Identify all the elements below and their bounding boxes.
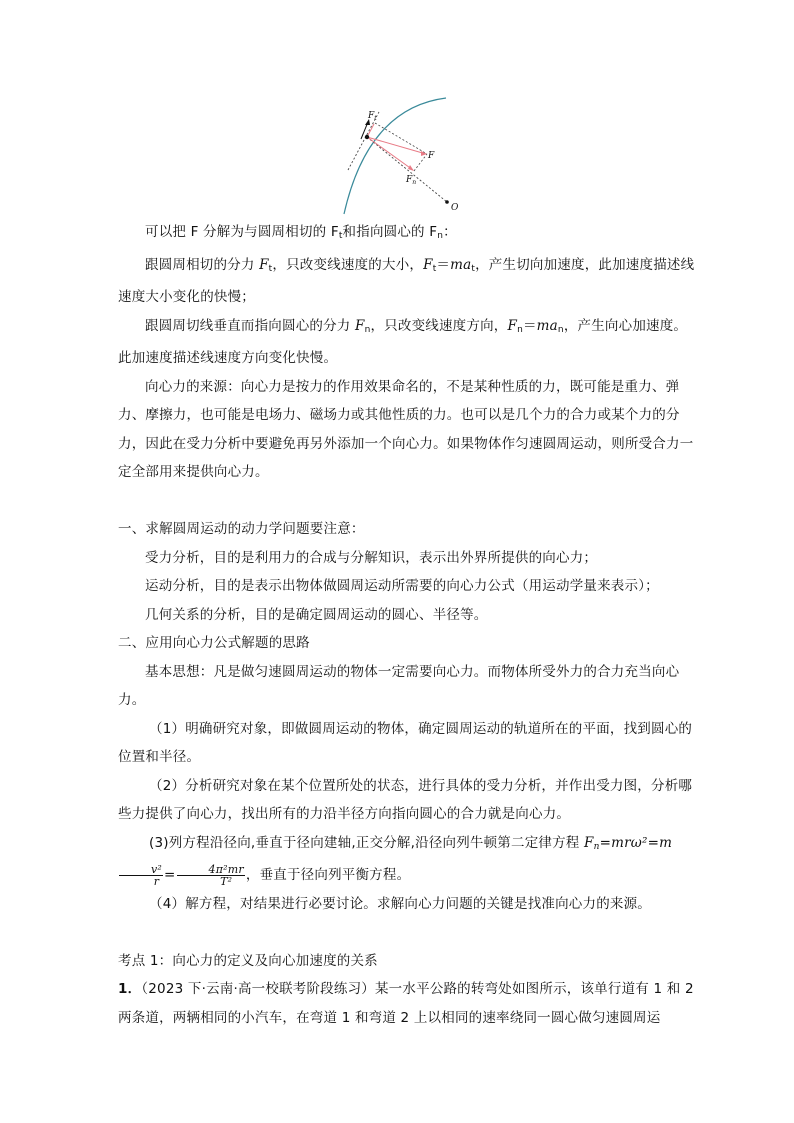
section2-basic: 基本思想：凡是做匀速圆周运动的物体一定需要向心力。而物体所受外力的合力充当向心力。 — [118, 663, 680, 708]
body-point — [365, 135, 369, 139]
fn-dashed-side — [414, 154, 427, 171]
label-f: F — [428, 151, 435, 161]
section2-step2: （2）分析研究对象在某个位置所处的状态，进行具体的受力分析，并作出受力图，分析哪些力提供了向心力，找出所有的力沿半径方向指向圆心的合力就是向心力。 — [118, 777, 693, 822]
label-fn: $F_n$ — [406, 175, 417, 186]
section1-title: 一、求解圆周运动的动力学问题要注意： — [118, 521, 365, 537]
section1-item-1: 受力分析，目的是利用力的合成与分解知识，表示出外界所提供的向心力； — [145, 549, 598, 566]
text-block-intro — [118, 218, 698, 1032]
fraction-4pi2mr-t2: $\frac{\text{4π²mr}}{\text{T²}}$ — [177, 864, 245, 887]
para-tangential: 跟圆周相切的分力 $F_t$，只改变线速度的大小，$F_t=ma_t$，产生切向加速度，此加速度描述线速度大小变化的快慢； — [118, 256, 695, 305]
para-source: 向心力的来源：向心力是按力的作用效果命名的，不是某种性质的力，既可能是重力、弹力、摩擦力，也可能是电场力、磁场力或其他性质的力。也可以是几个力的合力或某个力的分力，因此在受力分析中要避免再另外添加一个向心力。如果物体作匀速圆周运动，则所受合力一定全部用来提供向心力。 — [118, 378, 694, 480]
para-decompose: 可以把 F 分解为与圆周相切的 $F_t$和指向圆心的 $F_n$： — [145, 224, 457, 241]
section2-step1: （1）明确研究对象，即做圆周运动的物体，确定圆周运动的轨道所在的平面，找到圆心的位置和半径。 — [118, 720, 693, 765]
label-o: O — [451, 203, 459, 213]
radius-dashed-line — [367, 137, 447, 202]
label-ft: $F_t$ — [368, 111, 377, 122]
force-ft-vector — [367, 124, 374, 137]
question-1: 1．（2023 下·云南·高一校联考阶段练习）某一水平公路的转弯处如图所示，该单行道有 1 和 2 两条道，两辆相同的小汽车，在弯道 1 和弯道 2 上以相同的速率绕同一圆心做匀速圆周运 — [118, 981, 694, 1026]
section1-item-3: 几何关系的分析，目的是确定圆周运动的圆心、半径等。 — [145, 606, 488, 623]
fraction-v2-r: $\frac{\text{v²}}{r}$ — [119, 864, 163, 887]
section2-step3: (3)列方程沿径向,垂直于径向建轴,正交分解,沿径向列牛顿第二定律方程 $F_n=mr\omega^2=m$ $\frac{\text{v²}}{r}$ = $\frac{\text{4π²mr}}{\text{T²}}$ ，垂直于径向列平衡方程。 — [118, 829, 698, 890]
section2-title: 二、应用向心力公式解题的思路 — [118, 635, 310, 651]
section2-step4: （4）解方程，对结果进行必要讨论。求解向心力问题的关键是找准向心力的来源。 — [149, 895, 651, 912]
section1-item-2: 运动分析，目的是表示出物体做圆周运动所需要的向心力公式（用运动学量来表示）； — [145, 578, 659, 594]
force-decomposition-figure — [330, 92, 460, 216]
center-point — [445, 200, 449, 204]
force-fn-arrowhead — [408, 165, 414, 171]
kaodian-heading: 考点 1：向心力的定义及向心加速度的关系 — [118, 952, 378, 969]
force-f-vector — [367, 137, 426, 154]
para-normal: 跟圆周切线垂直而指向圆心的分力 $F_n$，只改变线速度方向，$F_n=ma_n$，产生向心加速度。此加速度描述线速度方向变化快慢。 — [118, 317, 688, 366]
